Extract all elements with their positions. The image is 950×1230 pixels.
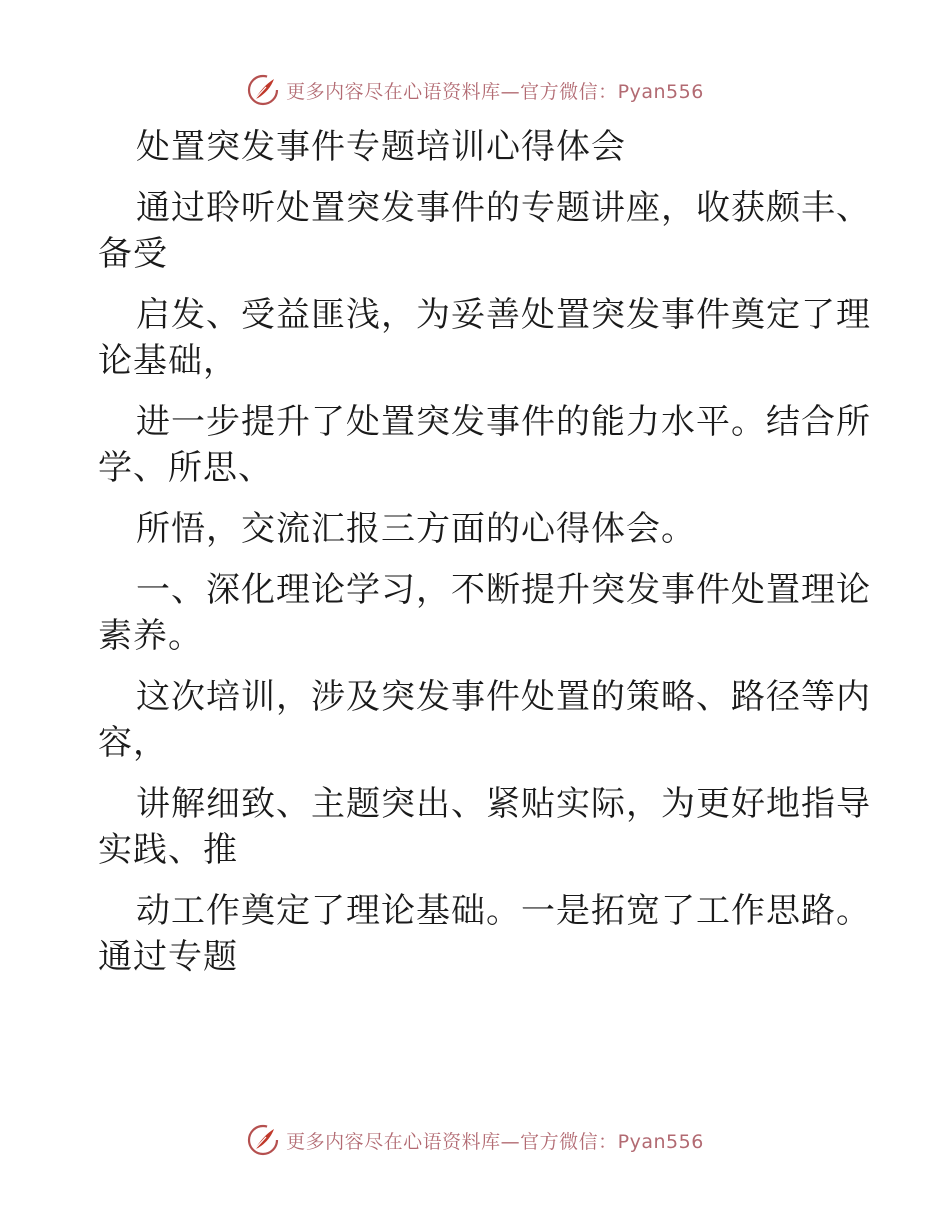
paragraph-line: 容，: [98, 723, 168, 763]
section-heading-continued: 素养。: [98, 616, 203, 656]
footer-watermark-text: 更多内容尽在心语资料库—官方微信：Pyan556: [286, 1130, 704, 1153]
paragraph-line: 学、所思、: [98, 448, 273, 488]
header-watermark-text: 更多内容尽在心语资料库—官方微信：Pyan556: [286, 80, 704, 103]
paragraph-line: 论基础，: [98, 341, 238, 381]
paragraph-line: 通过专题: [98, 937, 238, 977]
paragraph-line: 备受: [98, 234, 168, 274]
paragraph-line: 通过聆听处置突发事件的专题讲座，收获颇丰、: [136, 188, 871, 228]
feather-pen-logo-icon: [246, 1123, 280, 1157]
paragraph-line: 所悟，交流汇报三方面的心得体会。: [136, 509, 696, 549]
paragraph-line: 这次培训，涉及突发事件处置的策略、路径等内: [136, 677, 871, 717]
paragraph-line: 动工作奠定了理论基础。一是拓宽了工作思路。: [136, 891, 871, 931]
document-body: [98, 124, 871, 980]
paragraph-line: 实践、推: [98, 830, 238, 870]
feather-pen-logo-icon: [246, 73, 280, 107]
header-watermark-banner: [0, 70, 950, 110]
section-heading: 一、深化理论学习，不断提升突发事件处置理论: [136, 570, 871, 610]
document-title: 处置突发事件专题培训心得体会: [136, 127, 626, 167]
paragraph-line: 启发、受益匪浅，为妥善处置突发事件奠定了理: [136, 295, 871, 335]
paragraph-line: 讲解细致、主题突出、紧贴实际，为更好地指导: [136, 784, 871, 824]
footer-watermark-banner: [0, 1120, 950, 1160]
paragraph-line: 进一步提升了处置突发事件的能力水平。结合所: [136, 402, 871, 442]
